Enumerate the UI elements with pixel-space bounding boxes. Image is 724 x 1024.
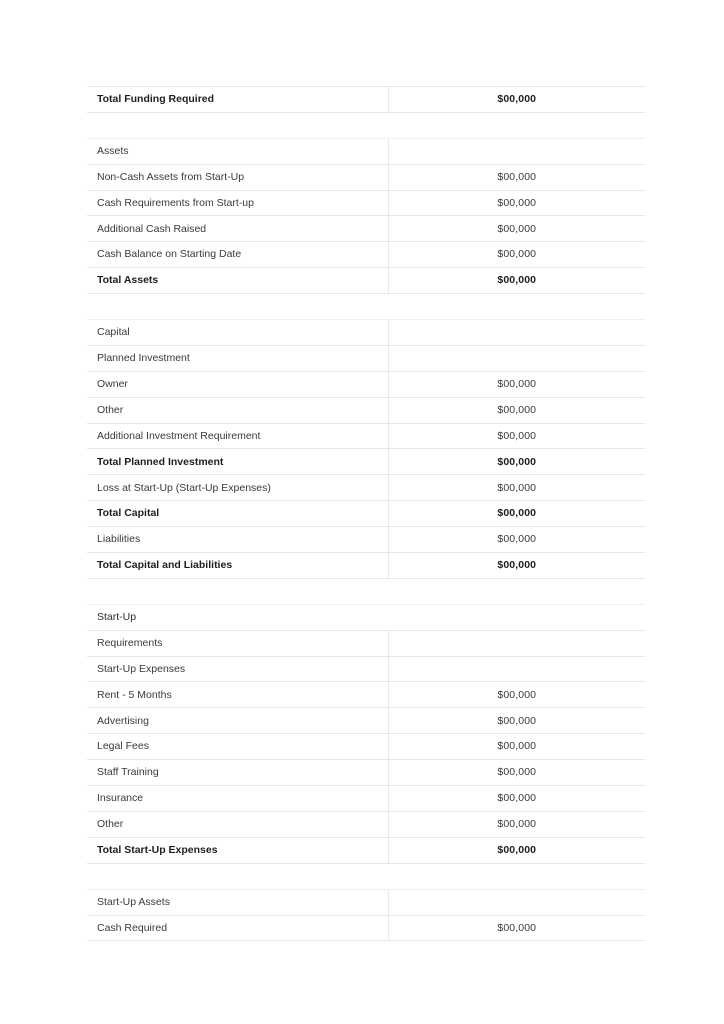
row-value-cell-additional-cash-raised xyxy=(388,216,645,242)
row-label: Legal Fees xyxy=(97,740,149,753)
row-label: Start-Up Expenses xyxy=(97,662,186,675)
table-row xyxy=(87,553,645,579)
row-label-cell-requirements xyxy=(87,630,388,656)
table-row xyxy=(87,734,645,760)
row-label: Total Funding Required xyxy=(97,93,215,106)
row-label-cell-other-investment xyxy=(87,397,388,423)
row-value-cell-non-cash-assets xyxy=(388,164,645,190)
table-row xyxy=(87,112,645,138)
row-value: $00,000 xyxy=(497,766,537,779)
row-label: Liabilities xyxy=(97,533,141,546)
row-value: $00,000 xyxy=(497,507,537,520)
row-value-cell-capital-header xyxy=(388,320,645,346)
row-label: Cash Balance on Starting Date xyxy=(97,248,242,261)
table-row xyxy=(87,889,645,915)
row-label: Start-Up Assets xyxy=(97,895,170,908)
row-value-cell-legal-fees xyxy=(388,734,645,760)
row-label: Other xyxy=(97,818,124,831)
table-row xyxy=(87,164,645,190)
row-label-cell-total-start-up-expenses xyxy=(87,837,388,863)
row-value: $00,000 xyxy=(497,740,537,753)
financial-table-container xyxy=(87,86,645,941)
row-label-cell-insurance xyxy=(87,786,388,812)
table-row xyxy=(87,630,645,656)
row-label: Cash Required xyxy=(97,921,168,934)
funding-requirement-table xyxy=(87,86,645,941)
row-label-cell-non-cash-assets xyxy=(87,164,388,190)
row-label-cell-total-planned-investment xyxy=(87,449,388,475)
row-label-cell-rent-5-months xyxy=(87,682,388,708)
table-row xyxy=(87,216,645,242)
table-row xyxy=(87,708,645,734)
row-label: Non-Cash Assets from Start-Up xyxy=(97,170,245,183)
row-value: $00,000 xyxy=(497,533,537,546)
row-label-cell-owner xyxy=(87,371,388,397)
row-value-cell-loss-at-start-up xyxy=(388,475,645,501)
section-header-cell-start-up-header xyxy=(87,604,645,630)
table-row xyxy=(87,760,645,786)
row-label: Additional Cash Raised xyxy=(97,222,207,235)
row-value: $00,000 xyxy=(497,792,537,805)
table-row xyxy=(87,423,645,449)
row-value-cell-start-up-expenses-header xyxy=(388,656,645,682)
row-label: Start-Up xyxy=(97,610,137,623)
row-label: Advertising xyxy=(97,714,149,727)
row-value: $00,000 xyxy=(497,429,537,442)
row-value: $00,000 xyxy=(497,714,537,727)
row-value-cell-assets-header xyxy=(388,138,645,164)
row-label: Total Capital and Liabilities xyxy=(97,559,233,572)
table-row xyxy=(87,294,645,320)
row-value-cell-insurance xyxy=(388,786,645,812)
table-row xyxy=(87,656,645,682)
table-row xyxy=(87,786,645,812)
row-value: $00,000 xyxy=(497,170,537,183)
row-value-cell-planned-investment xyxy=(388,345,645,371)
table-row xyxy=(87,578,645,604)
row-value-cell-owner xyxy=(388,371,645,397)
row-label: Capital xyxy=(97,326,130,339)
row-value: $00,000 xyxy=(497,921,537,934)
row-value-cell-requirements xyxy=(388,630,645,656)
table-row xyxy=(87,915,645,941)
row-value-cell-liabilities xyxy=(388,527,645,553)
row-label-cell-start-up-assets-header xyxy=(87,889,388,915)
row-label-cell-loss-at-start-up xyxy=(87,475,388,501)
table-row xyxy=(87,475,645,501)
row-value-cell-additional-investment-requirement xyxy=(388,423,645,449)
row-value: $00,000 xyxy=(497,843,537,856)
row-label: Total Capital xyxy=(97,507,160,520)
row-value-cell-cash-balance xyxy=(388,242,645,268)
table-body xyxy=(87,87,645,941)
row-value: $00,000 xyxy=(497,93,537,106)
row-label-cell-other-expense xyxy=(87,811,388,837)
row-value-cell-advertising xyxy=(388,708,645,734)
row-label: Owner xyxy=(97,377,128,390)
row-value: $00,000 xyxy=(497,559,537,572)
row-label: Requirements xyxy=(97,636,163,649)
row-label: Loss at Start-Up (Start-Up Expenses) xyxy=(97,481,271,494)
row-label: Total Start-Up Expenses xyxy=(97,843,218,856)
table-row xyxy=(87,527,645,553)
row-value-cell-cash-required xyxy=(388,915,645,941)
row-value: $00,000 xyxy=(497,481,537,494)
row-label: Planned Investment xyxy=(97,352,190,365)
row-label: Total Assets xyxy=(97,274,159,287)
row-label: Rent - 5 Months xyxy=(97,688,172,701)
table-row xyxy=(87,604,645,630)
row-label-cell-additional-cash-raised xyxy=(87,216,388,242)
row-value: $00,000 xyxy=(497,274,537,287)
row-label-cell-liabilities xyxy=(87,527,388,553)
row-value-cell-staff-training xyxy=(388,760,645,786)
row-value: $00,000 xyxy=(497,403,537,416)
row-label: Other xyxy=(97,403,124,416)
row-value-cell-total-capital xyxy=(388,501,645,527)
row-value-cell-rent-5-months xyxy=(388,682,645,708)
table-row xyxy=(87,837,645,863)
row-value: $00,000 xyxy=(497,377,537,390)
row-value: $00,000 xyxy=(497,248,537,261)
spacer-cell xyxy=(87,578,645,604)
row-label-cell-total-capital xyxy=(87,501,388,527)
table-row xyxy=(87,449,645,475)
row-value: $00,000 xyxy=(497,455,537,468)
row-value: $00,000 xyxy=(497,818,537,831)
table-row xyxy=(87,863,645,889)
spacer-cell xyxy=(87,112,645,138)
row-label-cell-cash-required xyxy=(87,915,388,941)
row-label-cell-cash-requirements xyxy=(87,190,388,216)
row-label-cell-assets-header xyxy=(87,138,388,164)
row-label: Insurance xyxy=(97,792,144,805)
row-label: Assets xyxy=(97,144,129,157)
row-value-cell-other-expense xyxy=(388,811,645,837)
table-row xyxy=(87,811,645,837)
row-label-cell-total-capital-and-liabilities xyxy=(87,553,388,579)
table-row xyxy=(87,501,645,527)
row-value-cell-total-planned-investment xyxy=(388,449,645,475)
spacer-cell xyxy=(87,294,645,320)
table-row xyxy=(87,268,645,294)
row-value-cell-total-assets xyxy=(388,268,645,294)
table-row xyxy=(87,345,645,371)
row-value-cell-other-investment xyxy=(388,397,645,423)
row-value-cell-total-start-up-expenses xyxy=(388,837,645,863)
row-label: Cash Requirements from Start-up xyxy=(97,196,254,209)
table-row xyxy=(87,87,645,113)
table-row xyxy=(87,138,645,164)
row-value-cell-start-up-assets-header xyxy=(388,889,645,915)
row-value-cell-total-capital-and-liabilities xyxy=(388,553,645,579)
table-row xyxy=(87,190,645,216)
row-value-cell-total-funding-required xyxy=(388,87,645,113)
row-label-cell-total-funding-required xyxy=(87,87,388,113)
row-label-cell-legal-fees xyxy=(87,734,388,760)
table-row xyxy=(87,242,645,268)
row-value: $00,000 xyxy=(497,196,537,209)
row-value: $00,000 xyxy=(497,222,537,235)
spacer-cell xyxy=(87,863,645,889)
table-row xyxy=(87,371,645,397)
table-row xyxy=(87,397,645,423)
row-label-cell-staff-training xyxy=(87,760,388,786)
row-label: Additional Investment Requirement xyxy=(97,429,261,442)
row-label-cell-total-assets xyxy=(87,268,388,294)
row-label: Staff Training xyxy=(97,766,159,779)
row-label-cell-advertising xyxy=(87,708,388,734)
row-label-cell-additional-investment-requirement xyxy=(87,423,388,449)
row-value: $00,000 xyxy=(497,688,537,701)
row-label-cell-cash-balance xyxy=(87,242,388,268)
row-label-cell-start-up-expenses-header xyxy=(87,656,388,682)
table-row xyxy=(87,682,645,708)
row-label: Total Planned Investment xyxy=(97,455,224,468)
row-label-cell-capital-header xyxy=(87,320,388,346)
table-row xyxy=(87,320,645,346)
row-label-cell-planned-investment xyxy=(87,345,388,371)
row-value-cell-cash-requirements xyxy=(388,190,645,216)
